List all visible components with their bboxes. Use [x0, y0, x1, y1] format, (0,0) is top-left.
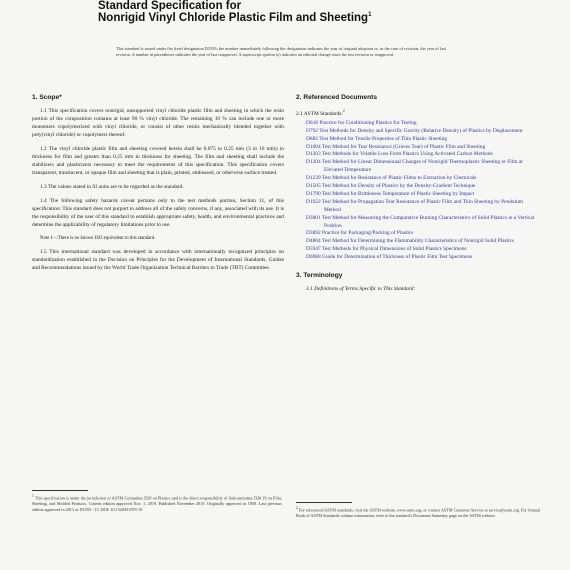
standard-title-link[interactable]: Practice for Conditioning Plastics for Testing — [319, 119, 417, 126]
astm-standards-label: 2.1 ASTM Standards: — [296, 110, 343, 117]
astm-standards-footnote-marker: 2 — [342, 109, 345, 113]
referenced-standard-item — [306, 215, 540, 231]
standard-code-link[interactable]: D3892 — [306, 230, 321, 237]
referenced-standard-item — [306, 199, 540, 215]
standard-title-link[interactable]: Practice for Packaging/Packing of Plastics — [322, 230, 414, 237]
referenced-standards-list — [296, 120, 540, 262]
left-footnote-marker: 1 — [32, 494, 34, 498]
standard-title-line2 — [98, 12, 371, 24]
scope-paragraph-1-4: 1.4 The following safety hazards caveat pertains only to the test methods portion, Section 11, of this specification: This standard does not purport to address all of the safety concerns, if any, associated with its use. It is the responsibility of the user of this standard to establish appropriate safety, health, and environmental practices and determine the applicability of regulatory limitations prior to use. — [32, 198, 284, 228]
standard-title-link[interactable]: Test Methods for Physical Dimensions of Solid Plastics Specimens — [321, 246, 467, 253]
standard-code-link[interactable]: D3801 — [306, 214, 321, 221]
standard-title-link[interactable]: Test Method for Tear Resistance (Graves Tear) of Plastic Film and Sheeting — [321, 143, 486, 150]
referenced-standard-item — [306, 136, 540, 144]
referenced-standard-item — [306, 159, 540, 175]
title-footnote-marker: 1 — [368, 12, 372, 19]
left-column — [32, 94, 284, 278]
terminology-heading: 3. Terminology — [296, 272, 343, 280]
standard-title-link[interactable]: Test Methods for Volatile Loss From Plastics Using Activated Carbon Methods — [321, 151, 493, 158]
standard-code-link[interactable]: D1203 — [306, 151, 321, 158]
referenced-standard-item — [306, 120, 540, 128]
standard-code-link[interactable]: D6988 — [306, 254, 321, 261]
standard-title-link[interactable]: Guide for Determination of Thickness of Plastic Film Test Specimens — [322, 254, 473, 261]
scope-paragraph-1-5: 1.5 This international standard was developed in accordance with internationally recognized principles on standardization established in the Decision on Principles for the Development of International Standards, Guides and Recommendations issued by the World Trade Organization Technical Barriers to Trade (TBT) Committee. — [32, 249, 284, 271]
standard-title-link[interactable]: Test Method for Measuring the Comparative Burning Characteristics of Solid Plastics in a Vertical Position — [321, 214, 535, 229]
standard-code-link[interactable]: D5947 — [306, 246, 321, 253]
standard-title-link[interactable]: Test Method for Propagation Tear Resistance of Plastic Film and Thin Sheeting by Pendulum Method — [321, 198, 523, 213]
standard-code-link[interactable]: D882 — [306, 135, 318, 142]
right-footnote — [296, 506, 540, 519]
right-column — [296, 94, 540, 295]
standard-code-link[interactable]: D1239 — [306, 175, 321, 182]
right-footnote-rule — [296, 502, 352, 503]
terminology-definitions-line: 3.1 Definitions of Terms Specific to This Standard: — [306, 286, 416, 293]
standard-title-text: Nonrigid Vinyl Chloride Plastic Film and Sheeting — [98, 12, 369, 24]
right-footnote-marker: 2 — [296, 506, 298, 510]
referenced-standard-item — [306, 183, 540, 191]
left-footnote-text: This specification is under the jurisdiction of ASTM Committee D20 on Plastics and is the direct responsibility of Subcommittee D20.19 on Film, Sheeting, and Molded Products. Current edition approved Nov. 1, 2019. Published November 2019. Originally approved in 1958. Last previous edition approved in 2013 as D1593 - 13. DOI: 10.1520/D1593-19. — [32, 495, 282, 512]
scope-paragraph-1-3: 1.3 The values stated in SI units are to be regarded as the standard. — [40, 184, 184, 190]
scope-paragraph-1-1: 1.1 This specification covers nonrigid, unsupported vinyl chloride plastic film and sheeting in which the resin portion of the composition contains at least 90 % vinyl chloride. The remaining 10 % can include one or more monomers copolymerized with vinyl chloride, or consist of other resins mechanically blended together with poly(vinyl chloride) or copolymers thereof. — [32, 108, 284, 138]
referenced-standard-item — [306, 175, 540, 183]
standard-title-link[interactable]: Test Method for Tensile Properties of Thin Plastic Sheeting — [319, 135, 448, 142]
left-footnote-rule — [32, 490, 88, 491]
standard-title-link[interactable]: Test Method for Linear Dimensional Changes of Nonrigid Thermoplastic Sheeting or Film at Elevated Temperature — [321, 159, 523, 174]
standard-code-link[interactable]: D1790 — [306, 190, 321, 197]
standard-title-line1: Standard Specification for — [98, 0, 242, 12]
left-footnote — [32, 494, 282, 512]
right-footnote-text: For referenced ASTM standards, visit the ASTM website, www.astm.org, or contact ASTM Customer Service at service@astm.org. For Annual Book of ASTM Standards volume information, refer to the standard's Document Summary page on the ASTM website. — [296, 507, 541, 518]
referenced-standard-item — [306, 128, 540, 136]
standard-code-link[interactable]: D1004 — [306, 143, 321, 150]
standard-code-link[interactable]: D792 — [306, 127, 318, 134]
scope-heading: 1. Scope* — [32, 94, 62, 101]
standard-title-link[interactable]: Test Method for Determining the Flammability Characteristics of Nonrigid Solid Plastics — [321, 238, 515, 245]
standard-title-link[interactable]: Test Methods for Density and Specific Gravity (Relative Density) of Plastics by Displacement — [319, 127, 523, 134]
astm-standards-line — [296, 107, 540, 118]
standard-title-link[interactable]: Test Method for Brittleness Temperature of Plastic Sheeting by Impact — [321, 190, 475, 197]
standard-code-link[interactable]: D618 — [306, 119, 318, 126]
standard-code-link[interactable]: D1505 — [306, 183, 321, 190]
referenced-standard-item — [306, 191, 540, 199]
designation-intro: This standard is issued under the fixed designation D1593; the number immediately following the designation indicates the year of original adoption or, in the case of revision, the year of last revision. A number in parentheses indicates the year of last reapproval. A superscript epsilon (ε) indicates an editorial change since the last revision or reapproval. — [116, 46, 446, 57]
scope-note-1: Note 1—There is no known ISO equivalent to this standard. — [40, 236, 156, 241]
standard-title-link[interactable]: Test Method for Density of Plastics by the Density-Gradient Technique — [321, 183, 476, 190]
scope-paragraph-1-2: 1.2 The vinyl chloride plastic film and sheeting covered herein shall be 0.075 to 0.25 mm (3 to 10 mils) in thickness for film and greater than 0.25 mm in thickness for sheeting. The film and sheeting shall include the stabilizers and plasticizers necessary to meet the requirements of this specification. This specification covers transparent, translucent, or opaque film and sheeting that is plain, printed, embossed, or otherwise surface treated. — [32, 146, 284, 176]
standard-title-link[interactable]: Test Method for Resistance of Plastic Films to Extraction by Chemicals — [321, 175, 477, 182]
standard-code-link[interactable]: D1922 — [306, 198, 321, 205]
referenced-documents-heading: 2. Referenced Documents — [296, 94, 377, 101]
referenced-standard-item — [306, 254, 540, 262]
standard-code-link[interactable]: D4804 — [306, 238, 321, 245]
standard-code-link[interactable]: D1204 — [306, 159, 321, 166]
